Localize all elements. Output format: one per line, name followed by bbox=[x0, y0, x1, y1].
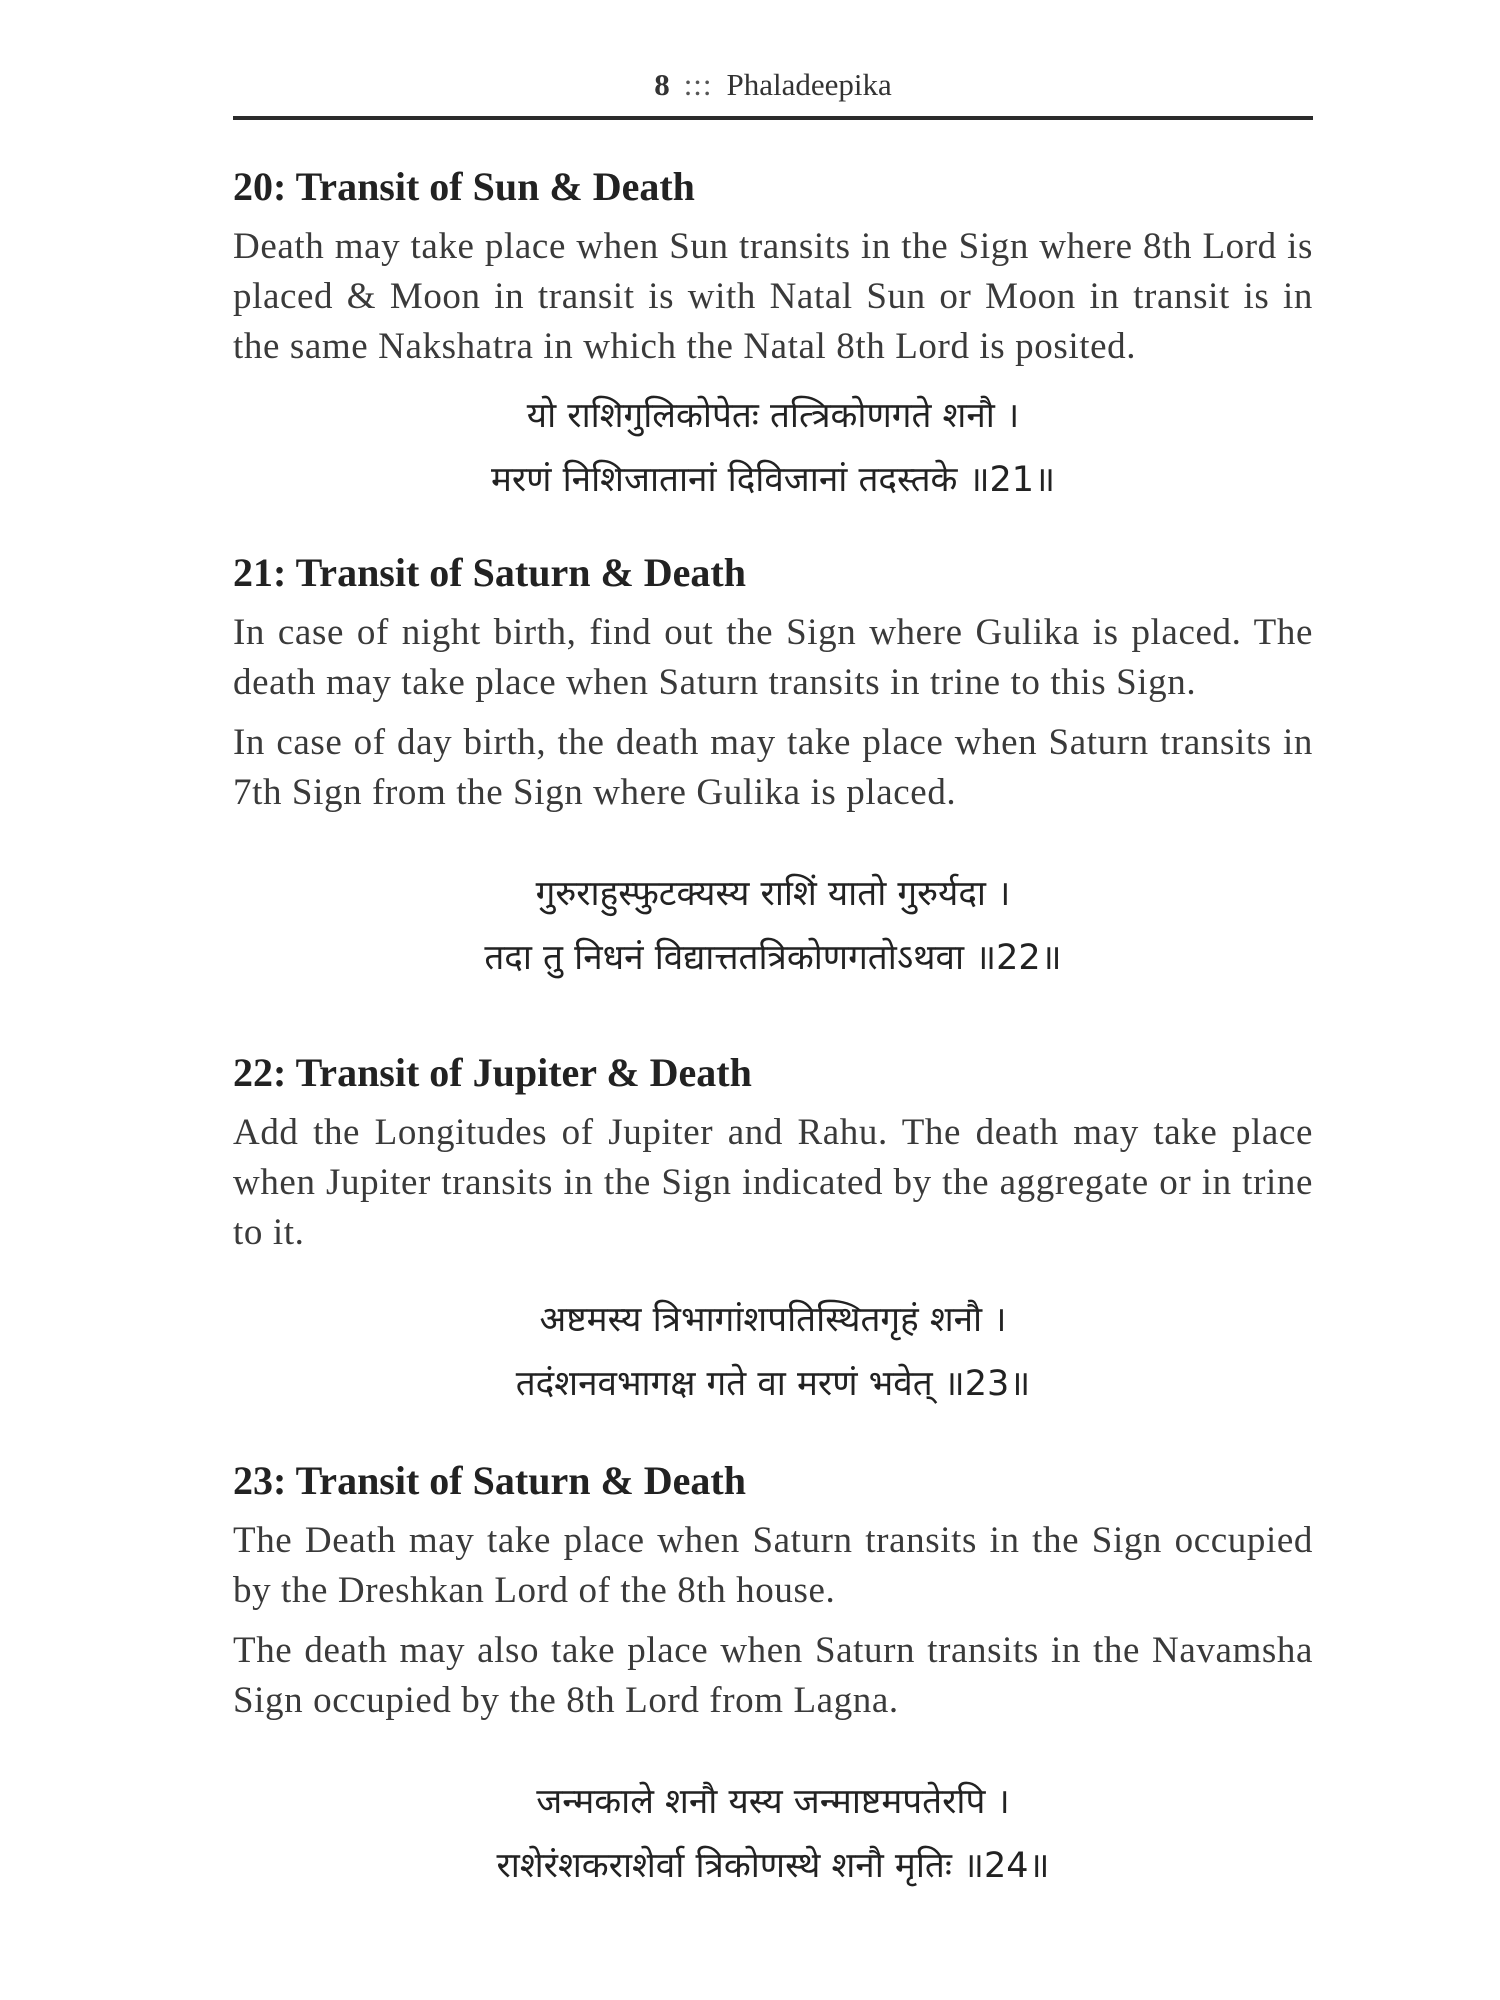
section-20 bbox=[233, 162, 1313, 372]
sanskrit-verse-24 bbox=[233, 1770, 1313, 1898]
verse-line: तदंशनवभागक्ष गते वा मरणं भवेत् ॥23॥ bbox=[515, 1364, 1031, 1404]
verse-line: राशेरंशकराशेर्वा त्रिकोणस्थे शनौ मृतिः ॥24॥ bbox=[496, 1846, 1050, 1886]
verse-line: जन्मकाले शनौ यस्य जन्माष्टमपतेरपि । bbox=[536, 1782, 1010, 1822]
section-paragraph: The Death may take place when Saturn transits in the Sign occupied by the Dreshkan Lord of the 8th house. bbox=[233, 1520, 1313, 1611]
verse-line: यो राशिगुलिकोपेतः तत्त्रिकोणगते शनौ । bbox=[526, 396, 1020, 436]
running-header bbox=[233, 60, 1313, 110]
verse-line: गुरुराहुस्फुटक्यस्य राशिं यातो गुरुर्यदा । bbox=[535, 874, 1011, 914]
section-title: 22: Transit of Jupiter & Death bbox=[233, 1050, 752, 1095]
verse-line: तदा तु निधनं विद्यात्ततत्रिकोणगतोऽथवा ॥22॥ bbox=[484, 938, 1062, 978]
sanskrit-verse-23 bbox=[233, 1288, 1313, 1416]
header-separator: ::: bbox=[683, 67, 713, 102]
section-title: 20: Transit of Sun & Death bbox=[233, 164, 695, 209]
section-paragraph: Add the Longitudes of Jupiter and Rahu. The death may take place when Jupiter transits in the Sign indicated by the aggregate or in trine to it. bbox=[233, 1112, 1313, 1253]
book-page bbox=[233, 60, 1313, 1898]
verse-line: अष्टमस्य त्रिभागांशपतिस्थितगृहं शनौ । bbox=[539, 1300, 1007, 1340]
section-title: 21: Transit of Saturn & Death bbox=[233, 550, 746, 595]
section-paragraph: Death may take place when Sun transits in the Sign where 8th Lord is placed & Moon in transit is with Natal Sun or Moon in transit is in the same Nakshatra in which the Natal 8th Lord is posited. bbox=[233, 226, 1313, 367]
section-23 bbox=[233, 1456, 1313, 1726]
section-title: 23: Transit of Saturn & Death bbox=[233, 1458, 746, 1503]
section-paragraph: In case of night birth, find out the Sign where Gulika is placed. The death may take place when Saturn transits in trine to this Sign. bbox=[233, 612, 1313, 703]
section-21 bbox=[233, 548, 1313, 818]
verse-line: मरणं निशिजातानां दिविजानां तदस्तके ॥21॥ bbox=[490, 460, 1056, 500]
book-title: Phaladeepika bbox=[726, 67, 892, 102]
page-number: 8 bbox=[654, 67, 670, 102]
section-paragraph: The death may also take place when Saturn transits in the Navamsha Sign occupied by the 8th Lord from Lagna. bbox=[233, 1630, 1313, 1721]
section-22 bbox=[233, 1048, 1313, 1258]
header-rule bbox=[233, 116, 1313, 120]
sanskrit-verse-22 bbox=[233, 862, 1313, 990]
section-paragraph: In case of day birth, the death may take place when Saturn transits in 7th Sign from the Sign where Gulika is placed. bbox=[233, 722, 1313, 813]
sanskrit-verse-21 bbox=[233, 384, 1313, 512]
